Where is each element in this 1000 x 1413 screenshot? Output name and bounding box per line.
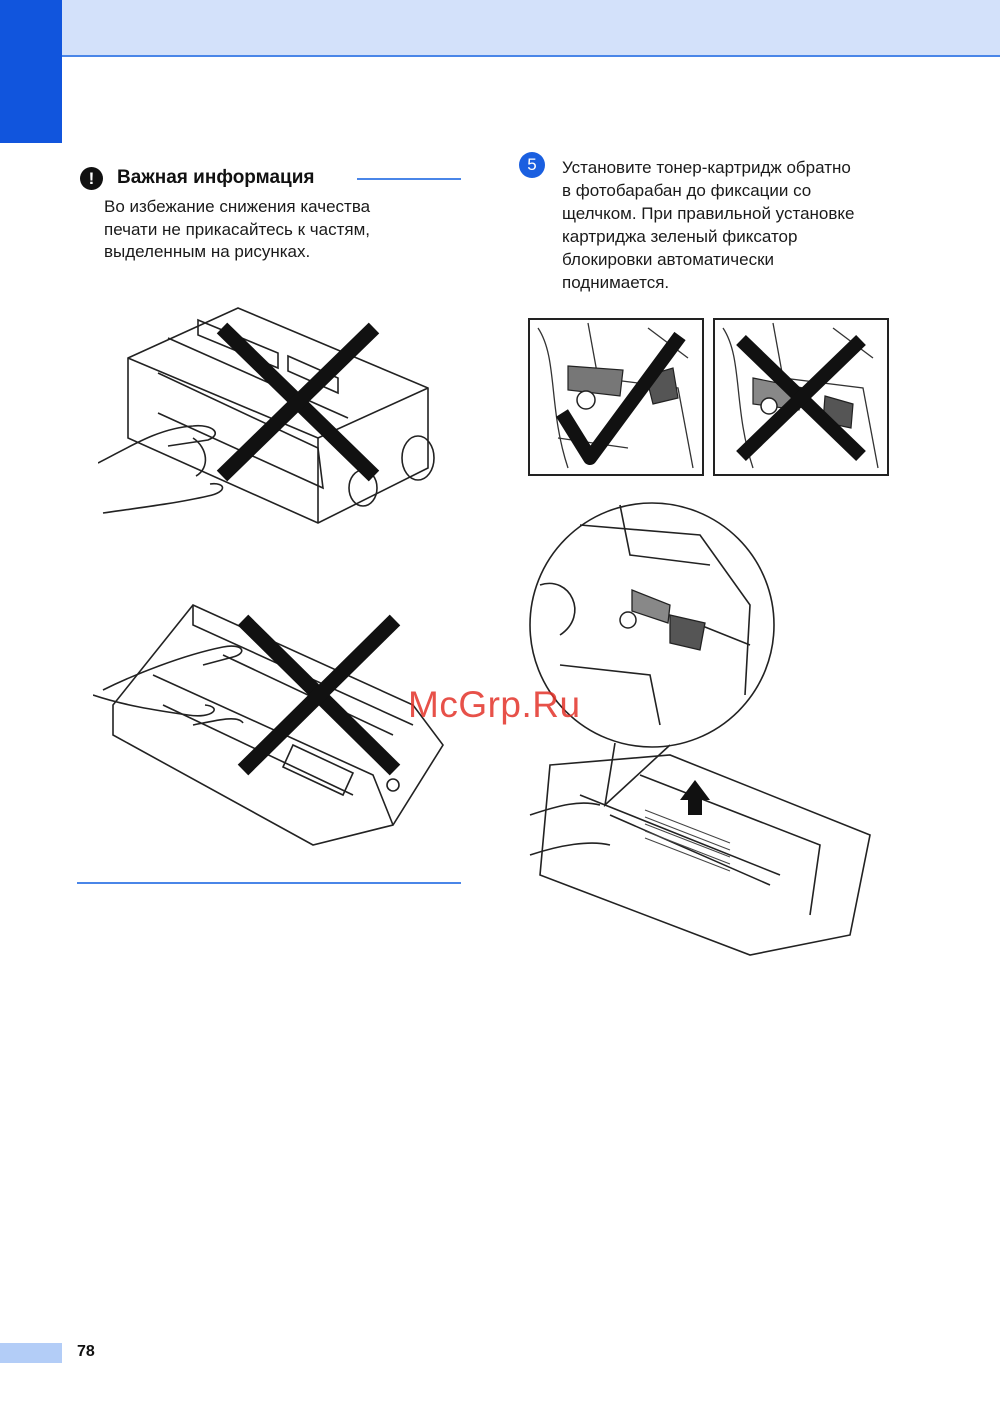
drum-touch-illustration-1 xyxy=(98,298,448,533)
page-number: 78 xyxy=(77,1343,95,1360)
important-line: печати не прикасайтесь к частям, xyxy=(104,219,370,239)
header-rule xyxy=(62,55,1000,57)
important-line: Во избежание снижения качества xyxy=(104,197,371,216)
header-band xyxy=(0,0,1000,55)
important-rule xyxy=(357,178,461,180)
exclamation-icon: ! xyxy=(80,167,103,190)
watermark: McGrp.Ru xyxy=(408,684,581,725)
lever-incorrect-panel xyxy=(713,318,889,476)
important-title: Важная информация xyxy=(117,167,315,188)
lever-detail-illustration xyxy=(520,495,900,965)
step-text xyxy=(562,156,922,294)
step-line: щелчком. При правильной установке xyxy=(562,204,855,223)
step-line: поднимается. xyxy=(562,273,670,292)
lever-correct-panel xyxy=(528,318,704,476)
important-line: выделенным на рисунках. xyxy=(104,242,311,261)
footer-bar xyxy=(0,1343,62,1363)
step-line: Установите тонер-картридж обратно xyxy=(562,158,851,177)
step-number-badge: 5 xyxy=(519,152,545,178)
important-text xyxy=(104,196,434,264)
drum-touch-illustration-2 xyxy=(93,595,453,855)
step-line: картриджа зеленый фиксатор xyxy=(562,227,798,246)
chapter-tab xyxy=(0,0,62,143)
section-end-rule xyxy=(77,882,461,884)
step-line: в фотобарабан до фиксации со xyxy=(562,181,812,200)
step-line: блокировки автоматически xyxy=(562,250,775,269)
